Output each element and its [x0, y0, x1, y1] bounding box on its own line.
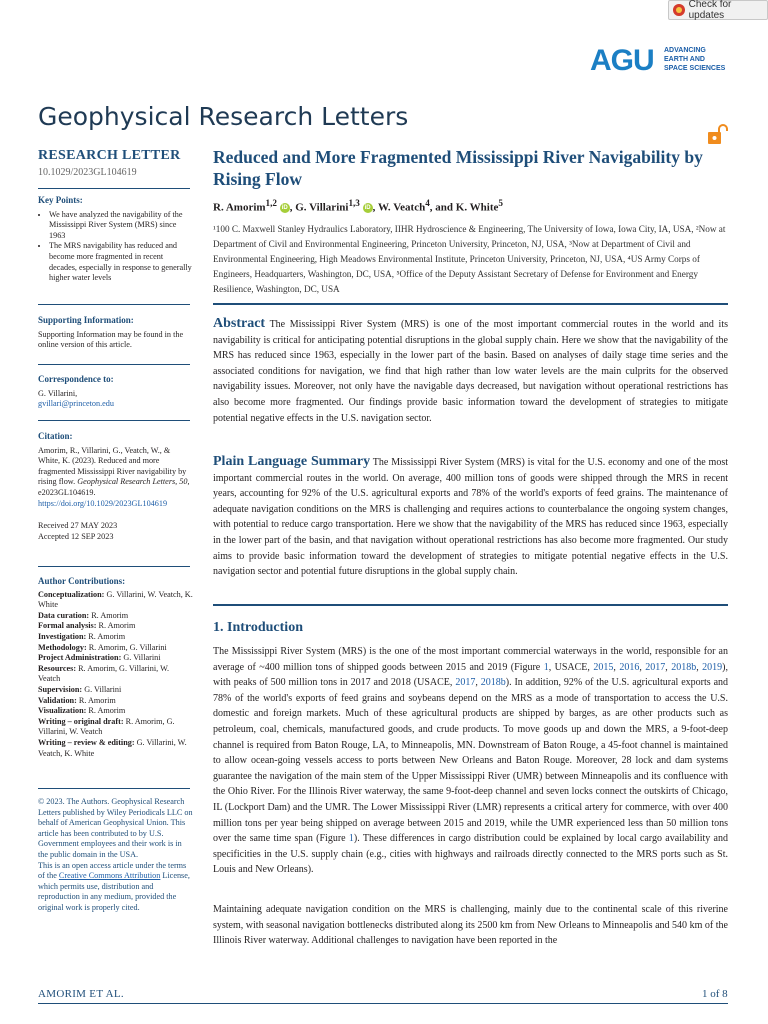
affiliation-sup: 5 — [498, 198, 503, 208]
citation-article-id: e2023GL104619. — [38, 487, 96, 497]
contribution-names: G. Villarini, W. Veatch, K. White — [38, 737, 187, 758]
crossmark-icon — [673, 4, 685, 16]
citation — [38, 431, 193, 542]
agu-tagline-line: SPACE SCIENCES — [664, 65, 726, 72]
check-updates-label: Check for updates — [688, 0, 732, 21]
contribution-entry — [38, 653, 193, 664]
section-rule — [213, 604, 728, 606]
key-points-list — [38, 210, 193, 284]
intro-text-segment: The Mississippi River System (MRS) is the one of the most important commercial waterways in the world, responsible for an average of ~400 million tons of shipped goods between 2015 and 2019 (Figure — [213, 646, 728, 673]
contribution-names: R. Amorim — [98, 621, 136, 631]
section-heading-introduction: 1. Introduction — [213, 620, 303, 635]
license-terms: License, which permits use, distribution and reproduction in any medium, provided the original work is properly cited. — [38, 871, 190, 912]
contribution-role: Writing – review & editing: — [38, 737, 135, 747]
contributions-heading: Author Contributions: — [38, 576, 126, 586]
contribution-names: R. Amorim, G. Villarini, W. Veatch — [38, 663, 170, 684]
contribution-role: Supervision: — [38, 684, 83, 694]
accepted-date: Accepted 12 SEP 2023 — [38, 531, 114, 541]
contribution-entry — [38, 738, 193, 759]
citation-heading: Citation: — [38, 431, 73, 441]
contribution-role: Conceptualization: — [38, 589, 105, 599]
contribution-names: G. Villarini, W. Veatch, K. White — [38, 589, 193, 610]
citation-text — [38, 446, 193, 510]
agu-tagline-line: EARTH AND — [664, 56, 705, 63]
divider — [38, 566, 190, 567]
intro-text-segment: , — [639, 661, 646, 673]
received-date: Received 27 MAY 2023 — [38, 521, 118, 531]
contribution-names: G. Villarini — [123, 653, 161, 663]
key-points — [38, 195, 193, 284]
intro-text-segment: ). In addition, 92% of the U.S. agricultural exports and 78% of the world's exports of feed grains and soybeans depend on the MRS as a mode of transportation to access the U.S. domestic and foreign markets. Much of these agricultural products are shipped by barges, as are other products such as petroleum, coal, chemicals, manufactured goods, and crude products. To move goods up and down the MRS, a 9-foot-deep channel is required from Baton Rouge, LA, to Minneapolis, MN. Downstream of Baton Rouge, a 45-foot channel is maintained to allow ocean-going vessels access to ports between New Orleans and Baton Rouge. Moreover, 28 lock and dam systems guarantee the navigation of the main stem of the Upper Mississippi River (UMR) between Minneapolis and its confluence with the Ohio River. For the Illinois River waterway, the same 9-foot-deep channel and seven locks connect the outskirts of Chicago, IL (Lockport Dam) and the UMR. The Lower Mississippi River (LMR) represents a critical artery for commerce, with over 400 million tons per year being shipped on average between 2015 and 2019, while the UMR experienced less than 50 million tons over the same time span (Figure — [213, 677, 729, 845]
reference-link[interactable]: 2016 — [619, 661, 640, 673]
reference-link[interactable]: 2017 — [455, 677, 476, 689]
author-contributions — [38, 576, 193, 759]
affiliation-sup: 1,2 — [265, 198, 277, 208]
contribution-role: Writing – original draft: — [38, 716, 124, 726]
contribution-role: Project Administration: — [38, 653, 122, 663]
contribution-entry — [38, 706, 193, 717]
contribution-entry — [38, 696, 193, 707]
citation-doi-link[interactable]: https://doi.org/10.1029/2023GL104619 — [38, 498, 168, 508]
journal-title: Geophysical Research Letters — [38, 102, 409, 131]
contribution-names: R. Amorim — [91, 610, 129, 620]
supporting-heading: Supporting Information: — [38, 315, 134, 325]
contribution-entry — [38, 685, 193, 696]
license-link[interactable]: Creative Commons Attribution — [58, 871, 161, 881]
abstract — [213, 316, 728, 426]
pls-text: The Mississippi River System (MRS) is vital for the U.S. economy and one of the most important commercial routes in the world. On average, 400 million tons of goods were shipped through the MRS in recent years, accounting for 92% of the U.S. agricultural exports and 78% of the world's exports of feed grains. The maintenance of adequate navigation conditions on the MRS is challenging and requires actions to counterbalance the ongoing system changes, with potential to reduce cargo transportation. Here we show that the navigability of the MRS has reduced since 1963, especially in the lower part of the basin, and that navigation without operational restrictions has also become more fragmented. Our study aims to provide basic information toward the development of strategies to mitigate potential negative effects in the U.S. navigation sector and potential future disruptions in the global supply chain. — [213, 457, 728, 578]
correspondence-email[interactable]: gvillari@princeton.edu — [38, 399, 114, 409]
pls-heading: Plain Language Summary — [213, 454, 371, 469]
key-point: • We have analyzed the navigability of the Mississippi River System (MRS) since 1963 — [49, 210, 193, 242]
contribution-role: Investigation: — [38, 631, 87, 641]
author-list — [213, 198, 503, 214]
reference-link[interactable]: 2018b — [480, 677, 506, 689]
check-for-updates-button[interactable] — [668, 0, 768, 20]
affiliation-sup: 4 — [425, 198, 430, 208]
contribution-role: Resources: — [38, 663, 77, 673]
contribution-role: Visualization: — [38, 706, 87, 716]
reference-link[interactable]: 2015 — [593, 661, 614, 673]
intro-text-segment: , — [613, 661, 620, 673]
page-number: 1 of 8 — [702, 988, 728, 1000]
license-text: This is an open access article under the terms of the — [38, 860, 187, 881]
footer-rule — [38, 1003, 728, 1004]
contribution-entry — [38, 717, 193, 738]
author-name: , W. Veatch — [372, 201, 426, 214]
correspondence — [38, 374, 193, 410]
intro-text-segment: , — [475, 677, 481, 689]
intro-text-segment: ), with peaks of 500 million tons in 2017 and 2018 (USACE, — [213, 661, 729, 689]
contribution-role: Formal analysis: — [38, 621, 97, 631]
contribution-names: R. Amorim — [78, 695, 116, 705]
affiliation-sup: 1,3 — [348, 198, 360, 208]
orcid-icon[interactable]: iD — [364, 205, 371, 212]
contribution-role: Methodology: — [38, 642, 87, 652]
article-title: Reduced and More Fragmented Mississippi River Navigability by Rising Flow — [213, 147, 703, 189]
reference-link[interactable]: 1 — [348, 833, 354, 845]
agu-logo-word: AGU — [590, 44, 654, 77]
contribution-names: G. Villarini — [84, 684, 122, 694]
orcid-icon[interactable]: iD — [281, 205, 288, 212]
reference-link[interactable]: 2017 — [645, 661, 666, 673]
contribution-entry — [38, 611, 193, 622]
contributions-list — [38, 590, 193, 760]
contribution-entry — [38, 664, 193, 685]
doi: 10.1029/2023GL104619 — [38, 167, 137, 178]
agu-logo-tagline — [664, 46, 725, 73]
contribution-entry — [38, 621, 193, 632]
reference-link[interactable]: 1 — [543, 661, 549, 673]
divider — [38, 420, 190, 421]
citation-journal: Geophysical Research Letters, 50, — [77, 477, 190, 487]
contribution-entry — [38, 643, 193, 654]
footer-authors: AMORIM ET AL. — [38, 988, 124, 1000]
contribution-entry — [38, 632, 193, 643]
correspondence-heading: Correspondence to: — [38, 374, 114, 384]
intro-text-segment: ). These differences in cargo distribution could be explained by local cargo availability and specificities in the U.S. supply chain (e.g., cities with highways and railroads directly connected to the MRS ports such as St. Louis and New Orleans). — [213, 833, 728, 876]
citation-body: Amorim, R., Villarini, G., Veatch, W., & White, K. (2023). Reduced and more fragmented Mississippi River navigability by rising flow. — [38, 445, 187, 487]
key-point: • The MRS navigability has reduced and become more fragmented in recent decades, especially in response to generally higher water levels — [49, 241, 193, 283]
abstract-text: The Mississippi River System (MRS) is one of the most important commercial routes in the world and its navigability is critical for anticipating potential disruptions in the global supply chain. Here we show that the navigability of the MRS has reduced since 1963, especially in the lower part of the basin. Based on analyses of daily stage time series and the associated conditions for navigation, we find that high rather than low water levels are the main culprits for the observed navigability issues. Moreover, not only have the navigable days decreased, but navigation without operational restrictions has also become more fragmented. Our findings provide basic information toward the development of strategies to mitigate potential negative effects in the U.S. navigation sector. — [213, 319, 728, 424]
contribution-role: Data curation: — [38, 610, 90, 620]
intro-text-segment: , USACE, — [548, 661, 594, 673]
divider — [38, 364, 190, 365]
affiliations: ¹100 C. Maxwell Stanley Hydraulics Laboratory, IIHR Hydroscience & Engineering, The University of Iowa, Iowa City, IA, USA, ²Now at Department of Civil and Environmental Engineering, Princeton University, Princeton, NJ, USA, ³Now at Department of Civil and Environmental Engineering, High Meadows Environmental Institute, Princeton University, Princeton, NJ, USA, ⁴US Army Corps of Engineers, Headquarters, Washington, DC, USA, ⁵Office of the Deputy Assistant Secretary of Defense for Environment and Energy Resilience, Washington, DC, USA — [213, 224, 726, 294]
supporting-text: Supporting Information may be found in the online version of this article. — [38, 329, 184, 350]
author-name: , and K. White — [429, 201, 499, 214]
abstract-heading: Abstract — [213, 316, 266, 331]
contribution-role: Validation: — [38, 695, 77, 705]
article-type: RESEARCH LETTER — [38, 148, 181, 163]
intro-paragraph — [213, 644, 728, 878]
correspondence-name: G. Villarini, — [38, 388, 78, 398]
plain-language-summary — [213, 454, 728, 580]
contribution-names: R. Amorim — [88, 631, 126, 641]
copyright-text: © 2023. The Authors. Geophysical Research Letters published by Wiley Periodicals LLC on behalf of American Geophysical Union. This article has been contributed to by U.S. Government employees and their work is in the public domain in the USA. — [38, 797, 193, 859]
contribution-names: R. Amorim — [88, 706, 126, 716]
key-points-heading: Key Points: — [38, 195, 83, 205]
intro-text-segment: , — [696, 661, 703, 673]
copyright-notice — [38, 797, 193, 914]
intro-text-segment: , — [665, 661, 672, 673]
divider — [38, 304, 190, 305]
section-rule — [213, 303, 728, 305]
supporting-information — [38, 315, 193, 351]
reference-link[interactable]: 2019 — [702, 661, 723, 673]
contribution-names: R. Amorim, G. Villarini — [88, 642, 167, 652]
author-name: , G. Villarini — [289, 201, 349, 214]
contribution-names: R. Amorim, G. Villarini, W. Veatch — [38, 716, 175, 737]
divider — [38, 188, 190, 189]
divider — [38, 788, 190, 789]
reference-link[interactable]: 2018b — [671, 661, 697, 673]
author-name: R. Amorim — [213, 201, 266, 214]
intro-paragraph: Maintaining adequate navigation condition on the MRS is challenging, mainly due to the continental scale of this riverine system, with seasonal navigation bottlenecks distributed along its 2500 km from New Orleans to Minneapolis and 540 km of the Illinois River waterway. Additional challenges to navigation have been reported in the — [213, 904, 728, 947]
agu-tagline-line: ADVANCING — [664, 47, 706, 54]
agu-logo — [590, 44, 740, 80]
contribution-entry — [38, 590, 193, 611]
